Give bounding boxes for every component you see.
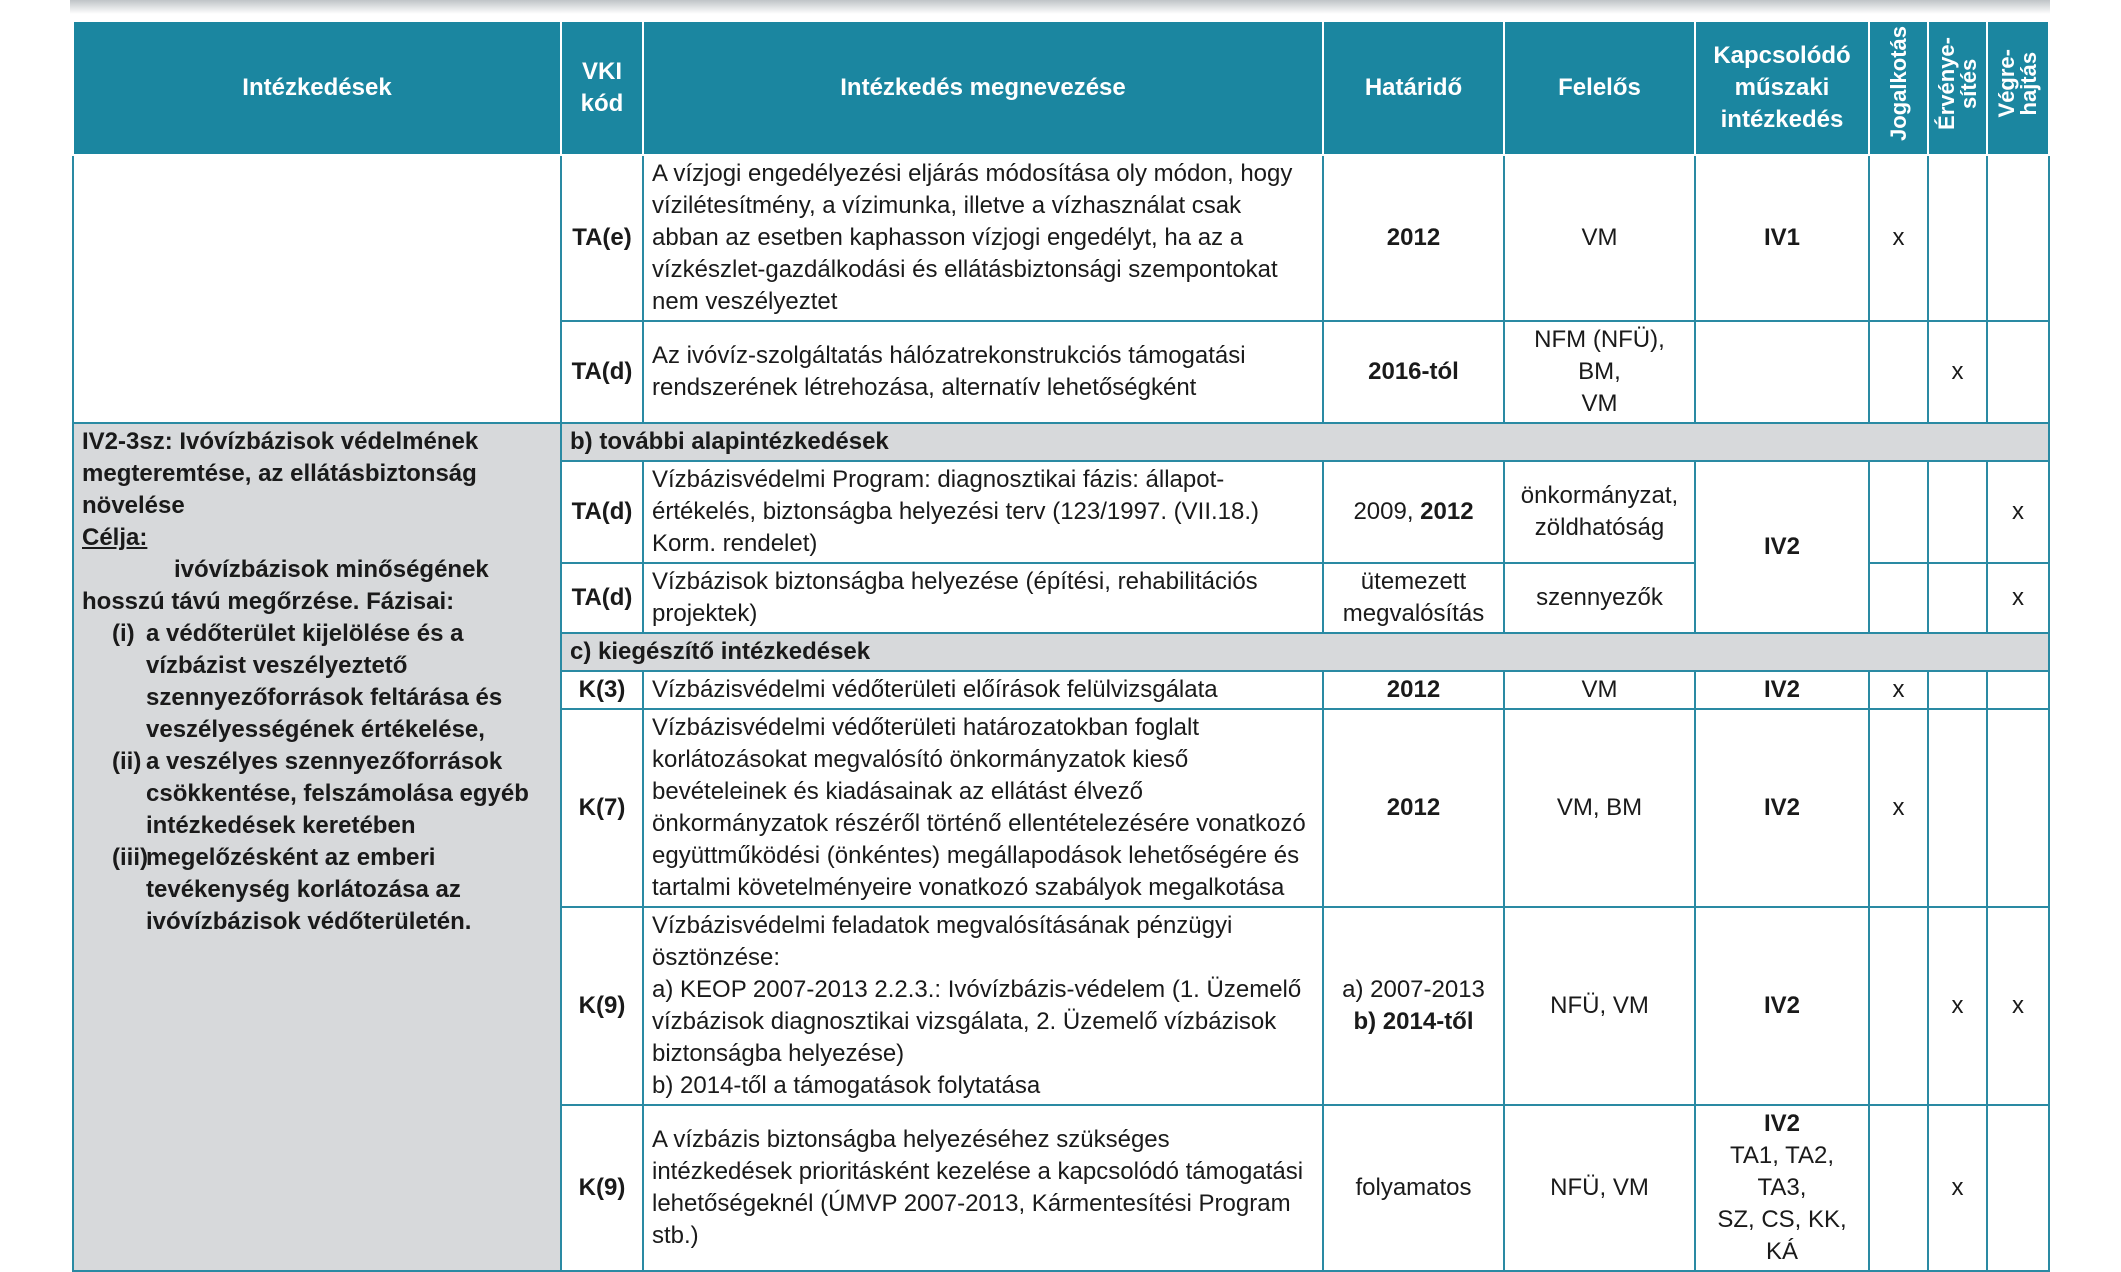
- row-ervenyesites: [1928, 155, 1987, 321]
- row-tech-measure: IV2: [1695, 671, 1869, 709]
- row-responsible: NFM (NFÜ), BM, VM: [1504, 321, 1695, 423]
- header-vegrehajtas: Végre- hajtás: [1987, 21, 2049, 155]
- row-deadline: ütemezett megvalósítás: [1323, 563, 1504, 633]
- row-vegrehajtas: [1987, 1105, 2049, 1271]
- row-code: TA(d): [561, 461, 643, 563]
- header-felelos: Felelős: [1504, 21, 1695, 155]
- row-responsible: önkormányzat, zöldhatóság: [1504, 461, 1695, 563]
- row-responsible: VM: [1504, 155, 1695, 321]
- row-responsible: NFÜ, VM: [1504, 907, 1695, 1105]
- phase-item: (iii) megelőzésként az emberi tevékenység korlátozása az ivóvízbázisok védőterületén.: [112, 844, 472, 935]
- row-jogalkotas: [1869, 461, 1928, 563]
- header-vki-kod: VKI kód: [561, 21, 643, 155]
- phase-item: (ii) a veszélyes szennyezőforrások csökkentése, felszámolása egyéb intézkedések keretében: [112, 748, 529, 839]
- row-name: Vízbázisvédelmi Program: diagnosztikai fázis: állapot-értékelés, biztonságba helyezési terv (123/1997. (VII.18.) Korm. rendelet): [643, 461, 1323, 563]
- header-kapcsolodo: Kapcsolódó műszaki intézkedés: [1695, 21, 1869, 155]
- row-code: TA(e): [561, 155, 643, 321]
- row-tech-measure: IV2: [1695, 907, 1869, 1105]
- row-deadline: 2009, 2012: [1323, 461, 1504, 563]
- row-jogalkotas: x: [1869, 155, 1928, 321]
- row-vegrehajtas: x: [1987, 461, 2049, 563]
- row-vegrehajtas: x: [1987, 563, 2049, 633]
- row-responsible: VM, BM: [1504, 709, 1695, 907]
- row-tech-measure: IV2: [1695, 461, 1869, 633]
- row-name: Vízbázisvédelmi védőterületi határozatokban foglalt korlátozásokat megvalósító önkormányzatok kieső bevételeinek és kiadásainak az ellátást élvező önkormányzatok részéről történő ellentételezésére vonatkozó együttműködési (önkéntes) megállapodások lehetőségére és tartalmi követelményeire vonatkozó szabályok megalkotása: [643, 709, 1323, 907]
- goal-line: [82, 586, 552, 618]
- row-vegrehajtas: [1987, 321, 2049, 423]
- row-name: A vízjogi engedélyezési eljárás módosítása oly módon, hogy vízilétesítmény, a vízimunka, illetve a vízhasználat csak abban az esetben kaphasson vízjogi engedélyt, ha az a vízkészlet-gazdálkodási és ellátásbiztonsági szempontokat nem veszélyeztet: [643, 155, 1323, 321]
- goal-bold-start: ivóvízbázisok minőségének: [174, 556, 489, 583]
- row-ervenyesites: x: [1928, 1105, 1987, 1271]
- row-code: TA(d): [561, 321, 643, 423]
- row-deadline: 2012: [1323, 671, 1504, 709]
- row-tech-measure: IV1: [1695, 155, 1869, 321]
- row-vegrehajtas: [1987, 709, 2049, 907]
- row-code: K(9): [561, 907, 643, 1105]
- measure-title: IV2-3sz: Ivóvízbázisok védelmének megteremtése, az ellátásbiztonság növelése: [82, 428, 479, 519]
- row-deadline: folyamatos: [1323, 1105, 1504, 1271]
- row-name: Az ivóvíz-szolgáltatás hálózatrekonstrukciós támogatási rendszerének létrehozása, alternatív lehetőségként: [643, 321, 1323, 423]
- left-empty-cell: [73, 155, 561, 423]
- row-name: Vízbázisvédelmi feladatok megvalósításának pénzügyi ösztönzése: a) KEOP 2007-2013 2.2.3.: Ivóvízbázis-védelem (1. Üzemelő vízbázisok diagnosztikai vizsgálata, 2. Üzemelő vízbázisok biztonságba helyezése) b) 2014-től a támogatások folytatása: [643, 907, 1323, 1105]
- table-row: [73, 155, 2049, 321]
- row-tech-measure: IV2 TA1, TA2, TA3, SZ, CS, KK, KÁ: [1695, 1105, 1869, 1271]
- row-jogalkotas: x: [1869, 709, 1928, 907]
- row-code: TA(d): [561, 563, 643, 633]
- row-jogalkotas: [1869, 907, 1928, 1105]
- row-ervenyesites: x: [1928, 321, 1987, 423]
- row-ervenyesites: [1928, 709, 1987, 907]
- goal-tail: . Fázisai:: [352, 588, 455, 615]
- section-b-label: b) további alapintézkedések: [561, 423, 2049, 461]
- row-ervenyesites: [1928, 461, 1987, 563]
- row-deadline: 2012: [1323, 155, 1504, 321]
- row-ervenyesites: [1928, 671, 1987, 709]
- row-jogalkotas: [1869, 563, 1928, 633]
- row-code: K(7): [561, 709, 643, 907]
- row-deadline: 2016-tól: [1323, 321, 1504, 423]
- header-megnevezes: Intézkedés megnevezése: [643, 21, 1323, 155]
- row-vegrehajtas: [1987, 671, 2049, 709]
- goal-bold-end: hosszú távú megőrzése: [82, 588, 353, 615]
- measures-table: [72, 20, 2050, 1272]
- top-shadow: [70, 0, 2050, 14]
- row-jogalkotas: x: [1869, 671, 1928, 709]
- row-ervenyesites: x: [1928, 907, 1987, 1105]
- row-deadline: a) 2007-2013 b) 2014-től: [1323, 907, 1504, 1105]
- header-jogalkotas: Jogalkotás: [1869, 21, 1928, 155]
- section-row: [73, 423, 2049, 461]
- measure-description: [73, 423, 561, 1271]
- section-c-label: c) kiegészítő intézkedések: [561, 633, 2049, 671]
- row-jogalkotas: [1869, 1105, 1928, 1271]
- header-hatarido: Határidő: [1323, 21, 1504, 155]
- phase-item: (i) a védőterület kijelölése és a vízbázist veszélyeztető szennyezőforrások feltárása és veszélyességének értékelése,: [112, 620, 503, 743]
- header-row: [73, 21, 2049, 155]
- row-name: Vízbázisvédelmi védőterületi előírások felülvizsgálata: [643, 671, 1323, 709]
- header-intezkedesek: Intézkedések: [73, 21, 561, 155]
- row-vegrehajtas: x: [1987, 907, 2049, 1105]
- row-tech-measure: IV2: [1695, 709, 1869, 907]
- row-code: K(3): [561, 671, 643, 709]
- row-code: K(9): [561, 1105, 643, 1271]
- goal-label: Célja:: [82, 524, 148, 551]
- row-responsible: VM: [1504, 671, 1695, 709]
- row-deadline: 2012: [1323, 709, 1504, 907]
- row-responsible: NFÜ, VM: [1504, 1105, 1695, 1271]
- row-jogalkotas: [1869, 321, 1928, 423]
- row-name: Vízbázisok biztonságba helyezése (építési, rehabilitációs projektek): [643, 563, 1323, 633]
- header-ervenyesites: Érvénye- sítés: [1928, 21, 1987, 155]
- row-responsible: szennyezők: [1504, 563, 1695, 633]
- row-name: A vízbázis biztonságba helyezéséhez szükséges intézkedések prioritásként kezelése a kapcsolódó támogatási lehetőségeknél (ÚMVP 2007-2013, Kármentesítési Program stb.): [643, 1105, 1323, 1271]
- row-vegrehajtas: [1987, 155, 2049, 321]
- row-tech-measure: [1695, 321, 1869, 423]
- row-ervenyesites: [1928, 563, 1987, 633]
